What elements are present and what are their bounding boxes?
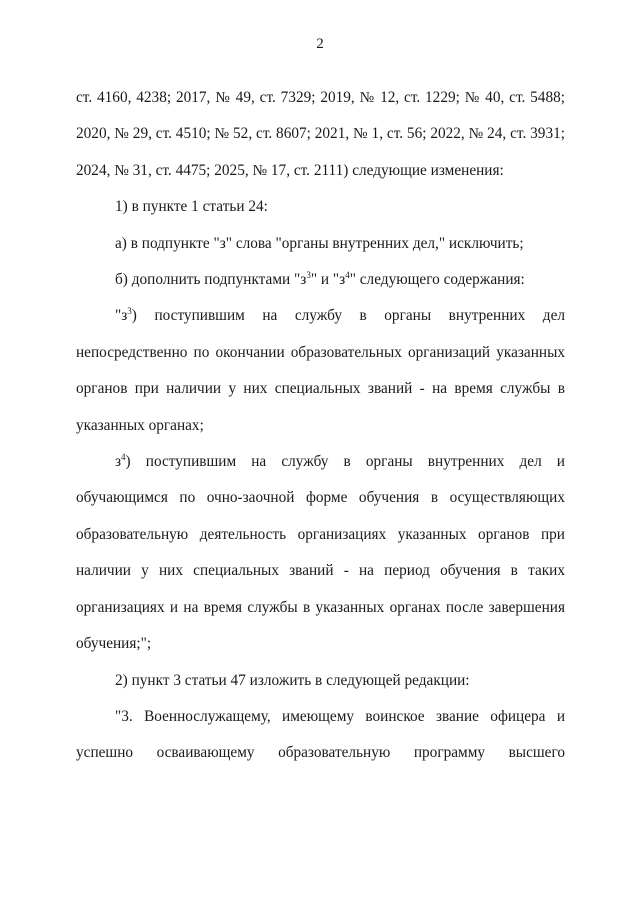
text-run: " следующего содержания:	[349, 271, 525, 289]
superscript: 4	[345, 270, 350, 281]
text-run: " и "з	[310, 271, 346, 289]
paragraph-subitem-b	[76, 262, 565, 298]
paragraph-quoted-z3	[76, 298, 565, 444]
text-run: ) поступившим на службу в органы внутренних дел непосредственно по окончании образовательных организаций указанных органов при наличии у них специальных званий - на время службы в указанных органах;	[76, 307, 565, 434]
paragraph-quoted-3: "3. Военнослужащему, имеющему воинское звание офицера и успешно осваивающему образовательную программу высшего	[76, 707, 565, 762]
superscript: 3	[127, 306, 132, 317]
paragraph-line: 2020, № 29, ст. 4510; № 52, ст. 8607; 2021, № 1, ст. 56; 2022, № 24, ст. 3931;	[76, 125, 565, 143]
paragraph-subitem-a: а) в подпункте "з" слова "органы внутренних дел," исключить;	[115, 234, 524, 252]
paragraph-item-1: 1) в пункте 1 статьи 24:	[115, 198, 268, 216]
page-number: 2	[316, 36, 324, 52]
superscript: 4	[121, 452, 126, 463]
paragraph-item-2: 2) пункт 3 статьи 47 изложить в следующей редакции:	[115, 671, 470, 689]
text-run: б) дополнить подпунктами "з	[115, 271, 307, 289]
document-body	[76, 80, 565, 772]
superscript: 3	[306, 270, 311, 281]
paragraph-line: ст. 4160, 4238; 2017, № 49, ст. 7329; 2019, № 12, ст. 1229; № 40, ст. 5488;	[76, 89, 565, 106]
text-run: "з	[115, 307, 128, 325]
paragraph-line: 2024, № 31, ст. 4475; 2025, № 17, ст. 2111) следующие изменения:	[76, 161, 504, 179]
paragraph-quoted-z4	[76, 444, 565, 662]
text-run: ) поступившим на службу в органы внутренних дел и обучающимся по очно-заочной форме обучения в осуществляющих образовательную деятельность организациях указанных органов при наличии у них специальных званий - на период обучения в таких организациях и на время службы в указанных органах после завершения обучения;";	[76, 453, 565, 653]
text-run: з	[115, 453, 122, 471]
